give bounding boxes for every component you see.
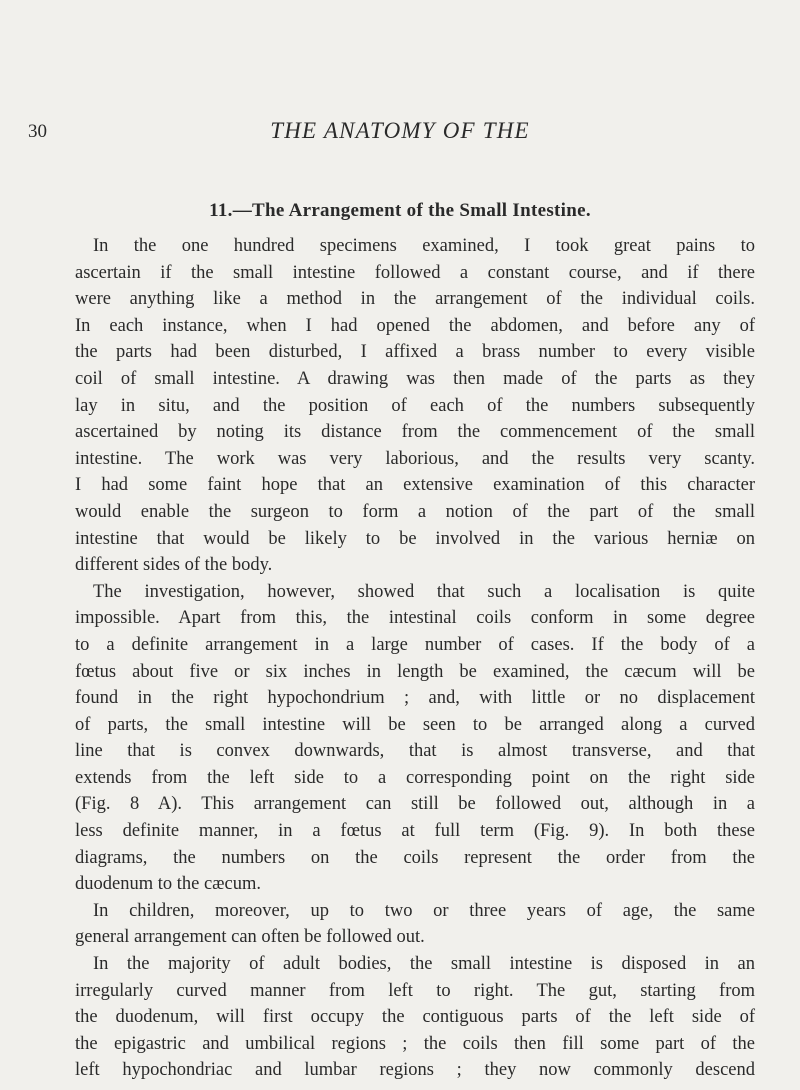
text-line: the duodenum, will first occupy the contiguous parts of the left side of xyxy=(75,1007,755,1028)
text-line: impossible. Apart from this, the intestinal coils conform in some degree xyxy=(75,608,755,629)
text-line: found in the right hypochondrium ; and, with little or no displacement xyxy=(75,688,755,709)
text-line: In children, moreover, up to two or three years of age, the same xyxy=(93,900,755,921)
text-line: different sides of the body. xyxy=(75,555,273,576)
text-line: the epigastric and umbilical regions ; the coils then fill some part of the xyxy=(75,1033,755,1054)
text-line: coil of small intestine. A drawing was then made of the parts as they xyxy=(75,368,755,389)
text-line: (Fig. 8 A). This arrangement can still be followed out, although in a xyxy=(75,794,755,815)
text-line: fœtus about five or six inches in length be examined, the cæcum will be xyxy=(75,661,755,682)
text-line: I had some faint hope that an extensive examination of this character xyxy=(75,475,755,496)
text-line: extends from the left side to a corresponding point on the right side xyxy=(75,767,755,788)
text-line: of parts, the small intestine will be seen to be arranged along a curved xyxy=(75,714,755,735)
text-line: diagrams, the numbers on the coils represent the order from the xyxy=(75,847,755,868)
page-number: 30 xyxy=(28,121,47,142)
text-line: intestine that would be likely to be involved in the various herniæ on xyxy=(75,528,755,549)
text-line: intestine. The work was very laborious, and the results very scanty. xyxy=(75,448,755,469)
text-line: duodenum to the cæcum. xyxy=(75,874,261,895)
text-line: left hypochondriac and lumbar regions ; they now commonly descend xyxy=(75,1060,755,1081)
body-text xyxy=(75,233,755,1084)
text-line: In each instance, when I had opened the abdomen, and before any of xyxy=(75,315,755,336)
text-line: lay in situ, and the position of each of the numbers subsequently xyxy=(75,395,755,416)
text-line: the parts had been disturbed, I affixed a brass number to every visible xyxy=(75,342,755,363)
text-line: general arrangement can often be followed out. xyxy=(75,927,425,948)
text-line: In the majority of adult bodies, the small intestine is disposed in an xyxy=(93,954,755,975)
text-line: line that is convex downwards, that is almost transverse, and that xyxy=(75,741,755,762)
running-head: THE ANATOMY OF THE xyxy=(270,118,530,143)
text-line: less definite manner, in a fœtus at full term (Fig. 9). In both these xyxy=(75,821,755,842)
text-line: were anything like a method in the arrangement of the individual coils. xyxy=(75,289,755,310)
text-line: to a definite arrangement in a large number of cases. If the body of a xyxy=(75,634,755,655)
text-line: would enable the surgeon to form a notion of the part of the small xyxy=(75,501,755,522)
text-line: ascertained by noting its distance from the commencement of the small xyxy=(75,422,755,443)
text-line: The investigation, however, showed that such a localisation is quite xyxy=(93,581,755,602)
section-heading: 11.—The Arrangement of the Small Intestine. xyxy=(209,200,591,221)
text-line: ascertain if the small intestine followed a constant course, and if there xyxy=(75,262,755,283)
text-line: In the one hundred specimens examined, I took great pains to xyxy=(93,236,755,256)
text-line: irregularly curved manner from left to right. The gut, starting from xyxy=(75,980,755,1001)
